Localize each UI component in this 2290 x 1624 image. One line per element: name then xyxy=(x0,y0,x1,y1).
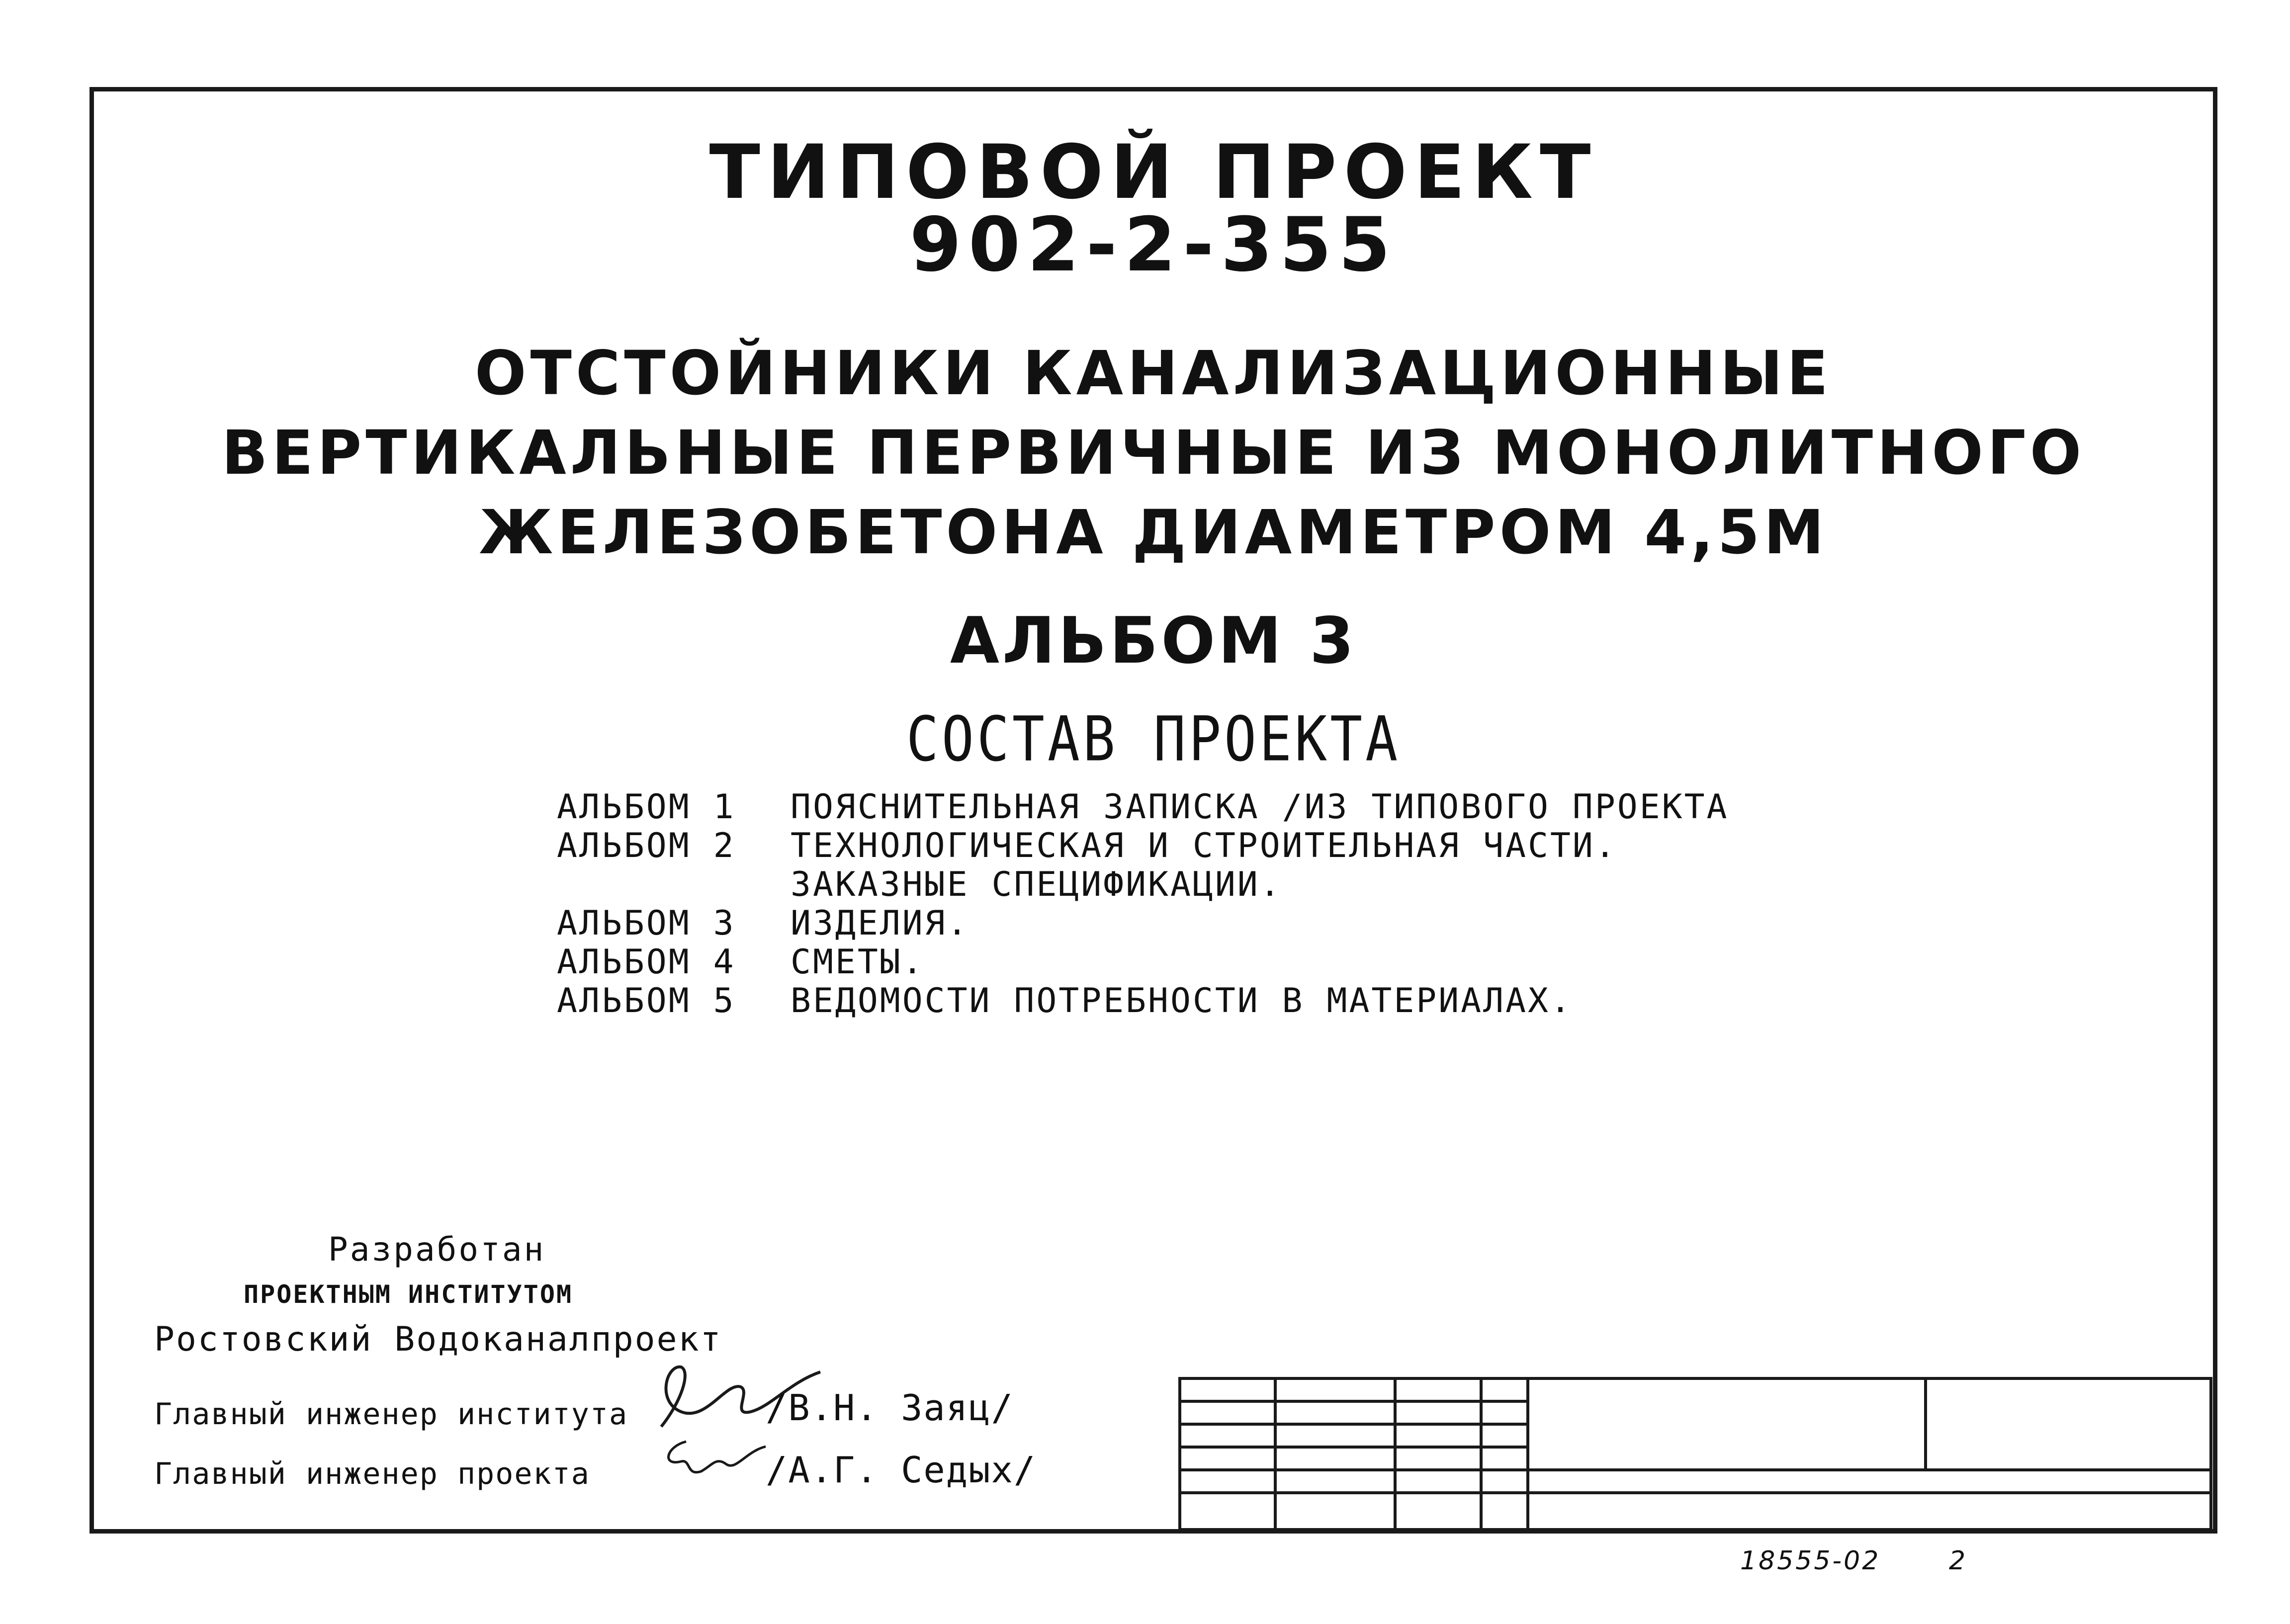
album-label: АЛЬБОМ 4 xyxy=(557,942,736,982)
title-line-2: 902-2-355 xyxy=(909,202,1398,288)
subtitle-line-1: ОТСТОЙНИКИ КАНАЛИЗАЦИОННЫЕ xyxy=(474,338,1833,409)
stamp-cell xyxy=(1528,1493,2211,1530)
stamp-cell xyxy=(1481,1401,1528,1424)
album-title: АЛЬБОМ 3 xyxy=(950,604,1357,678)
stamp-cell xyxy=(1395,1378,1481,1401)
stamp-cell xyxy=(1275,1401,1395,1424)
album-label: АЛЬБОМ 2 xyxy=(557,826,736,865)
title-block-stamp xyxy=(1178,1377,2212,1531)
list-item xyxy=(557,943,1729,982)
stamp-cell xyxy=(1481,1493,1528,1530)
album-text: ПОЯСНИТЕЛЬНАЯ ЗАПИСКА /ИЗ ТИПОВОГО ПРОЕКТА xyxy=(791,787,1729,827)
stamp-cell xyxy=(1528,1470,2211,1493)
stamp-cell xyxy=(1395,1401,1481,1424)
subtitle-line-3: ЖЕЛЕЗОБЕТОНА ДИАМЕТРОМ 4,5М xyxy=(479,497,1828,568)
stamp-cell xyxy=(1180,1447,1275,1470)
album-label xyxy=(557,865,791,904)
chief-engineer-project-label: Главный инженер проекта xyxy=(154,1456,590,1491)
list-item xyxy=(557,904,1729,943)
list-item xyxy=(557,827,1729,865)
album-label: АЛЬБОМ 5 xyxy=(557,981,736,1021)
album-text: СМЕТЫ. xyxy=(791,942,925,982)
stamp-cell xyxy=(1180,1470,1275,1493)
stamp-cell xyxy=(1180,1424,1275,1447)
document-code: 18555-02 xyxy=(1740,1546,1881,1576)
title-line-1: ТИПОВОЙ ПРОЕКТ xyxy=(709,129,1598,216)
album-text: ВЕДОМОСТИ ПОТРЕБНОСТИ В МАТЕРИАЛАХ. xyxy=(791,981,1573,1021)
list-item xyxy=(557,982,1729,1021)
stamp-cell xyxy=(1481,1447,1528,1470)
chief-engineer-institute-name: /В.Н. Заяц/ xyxy=(766,1387,1014,1429)
stamp-cell xyxy=(1926,1378,2211,1470)
stamp-cell xyxy=(1395,1493,1481,1530)
stamp-cell xyxy=(1180,1493,1275,1530)
developed-by: ПРОЕКТНЫМ ИНСТИТУТОМ xyxy=(244,1280,573,1309)
stamp-cell xyxy=(1481,1470,1528,1493)
album-label: АЛЬБОМ 1 xyxy=(557,787,736,827)
album-text: ЗАКАЗНЫЕ СПЕЦИФИКАЦИИ. xyxy=(791,865,1282,904)
stamp-cell xyxy=(1275,1424,1395,1447)
subtitle-line-2: ВЕРТИКАЛЬНЫЕ ПЕРВИЧНЫЕ ИЗ МОНОЛИТНОГО xyxy=(221,418,2086,488)
stamp-cell xyxy=(1275,1378,1395,1401)
stamp-cell xyxy=(1481,1424,1528,1447)
album-text: ТЕХНОЛОГИЧЕСКАЯ И СТРОИТЕЛЬНАЯ ЧАСТИ. xyxy=(791,826,1617,865)
stamp-cell xyxy=(1275,1447,1395,1470)
institute-name: Ростовский Водоканалпроект xyxy=(154,1320,722,1359)
stamp-cell xyxy=(1180,1401,1275,1424)
album-text: ИЗДЕЛИЯ. xyxy=(791,904,969,943)
album-label: АЛЬБОМ 3 xyxy=(557,904,736,943)
list-item xyxy=(557,865,1729,904)
album-list xyxy=(557,788,1729,1021)
stamp-cell xyxy=(1528,1378,1926,1470)
composition-title: СОСТАВ ПРОЕКТА xyxy=(906,703,1401,775)
stamp-cell xyxy=(1395,1470,1481,1493)
developed-label: Разработан xyxy=(328,1230,546,1269)
stamp-cell xyxy=(1481,1378,1528,1401)
signature-project xyxy=(656,1432,771,1486)
chief-engineer-project-name: /А.Г. Седых/ xyxy=(766,1449,1037,1491)
page-number: 2 xyxy=(1949,1546,1966,1576)
stamp-cell xyxy=(1395,1447,1481,1470)
list-item xyxy=(557,788,1729,827)
stamp-cell xyxy=(1275,1493,1395,1530)
stamp-cell xyxy=(1180,1378,1275,1401)
stamp-cell xyxy=(1275,1470,1395,1493)
chief-engineer-institute-label: Главный инженер института xyxy=(154,1397,628,1432)
stamp-cell xyxy=(1395,1424,1481,1447)
